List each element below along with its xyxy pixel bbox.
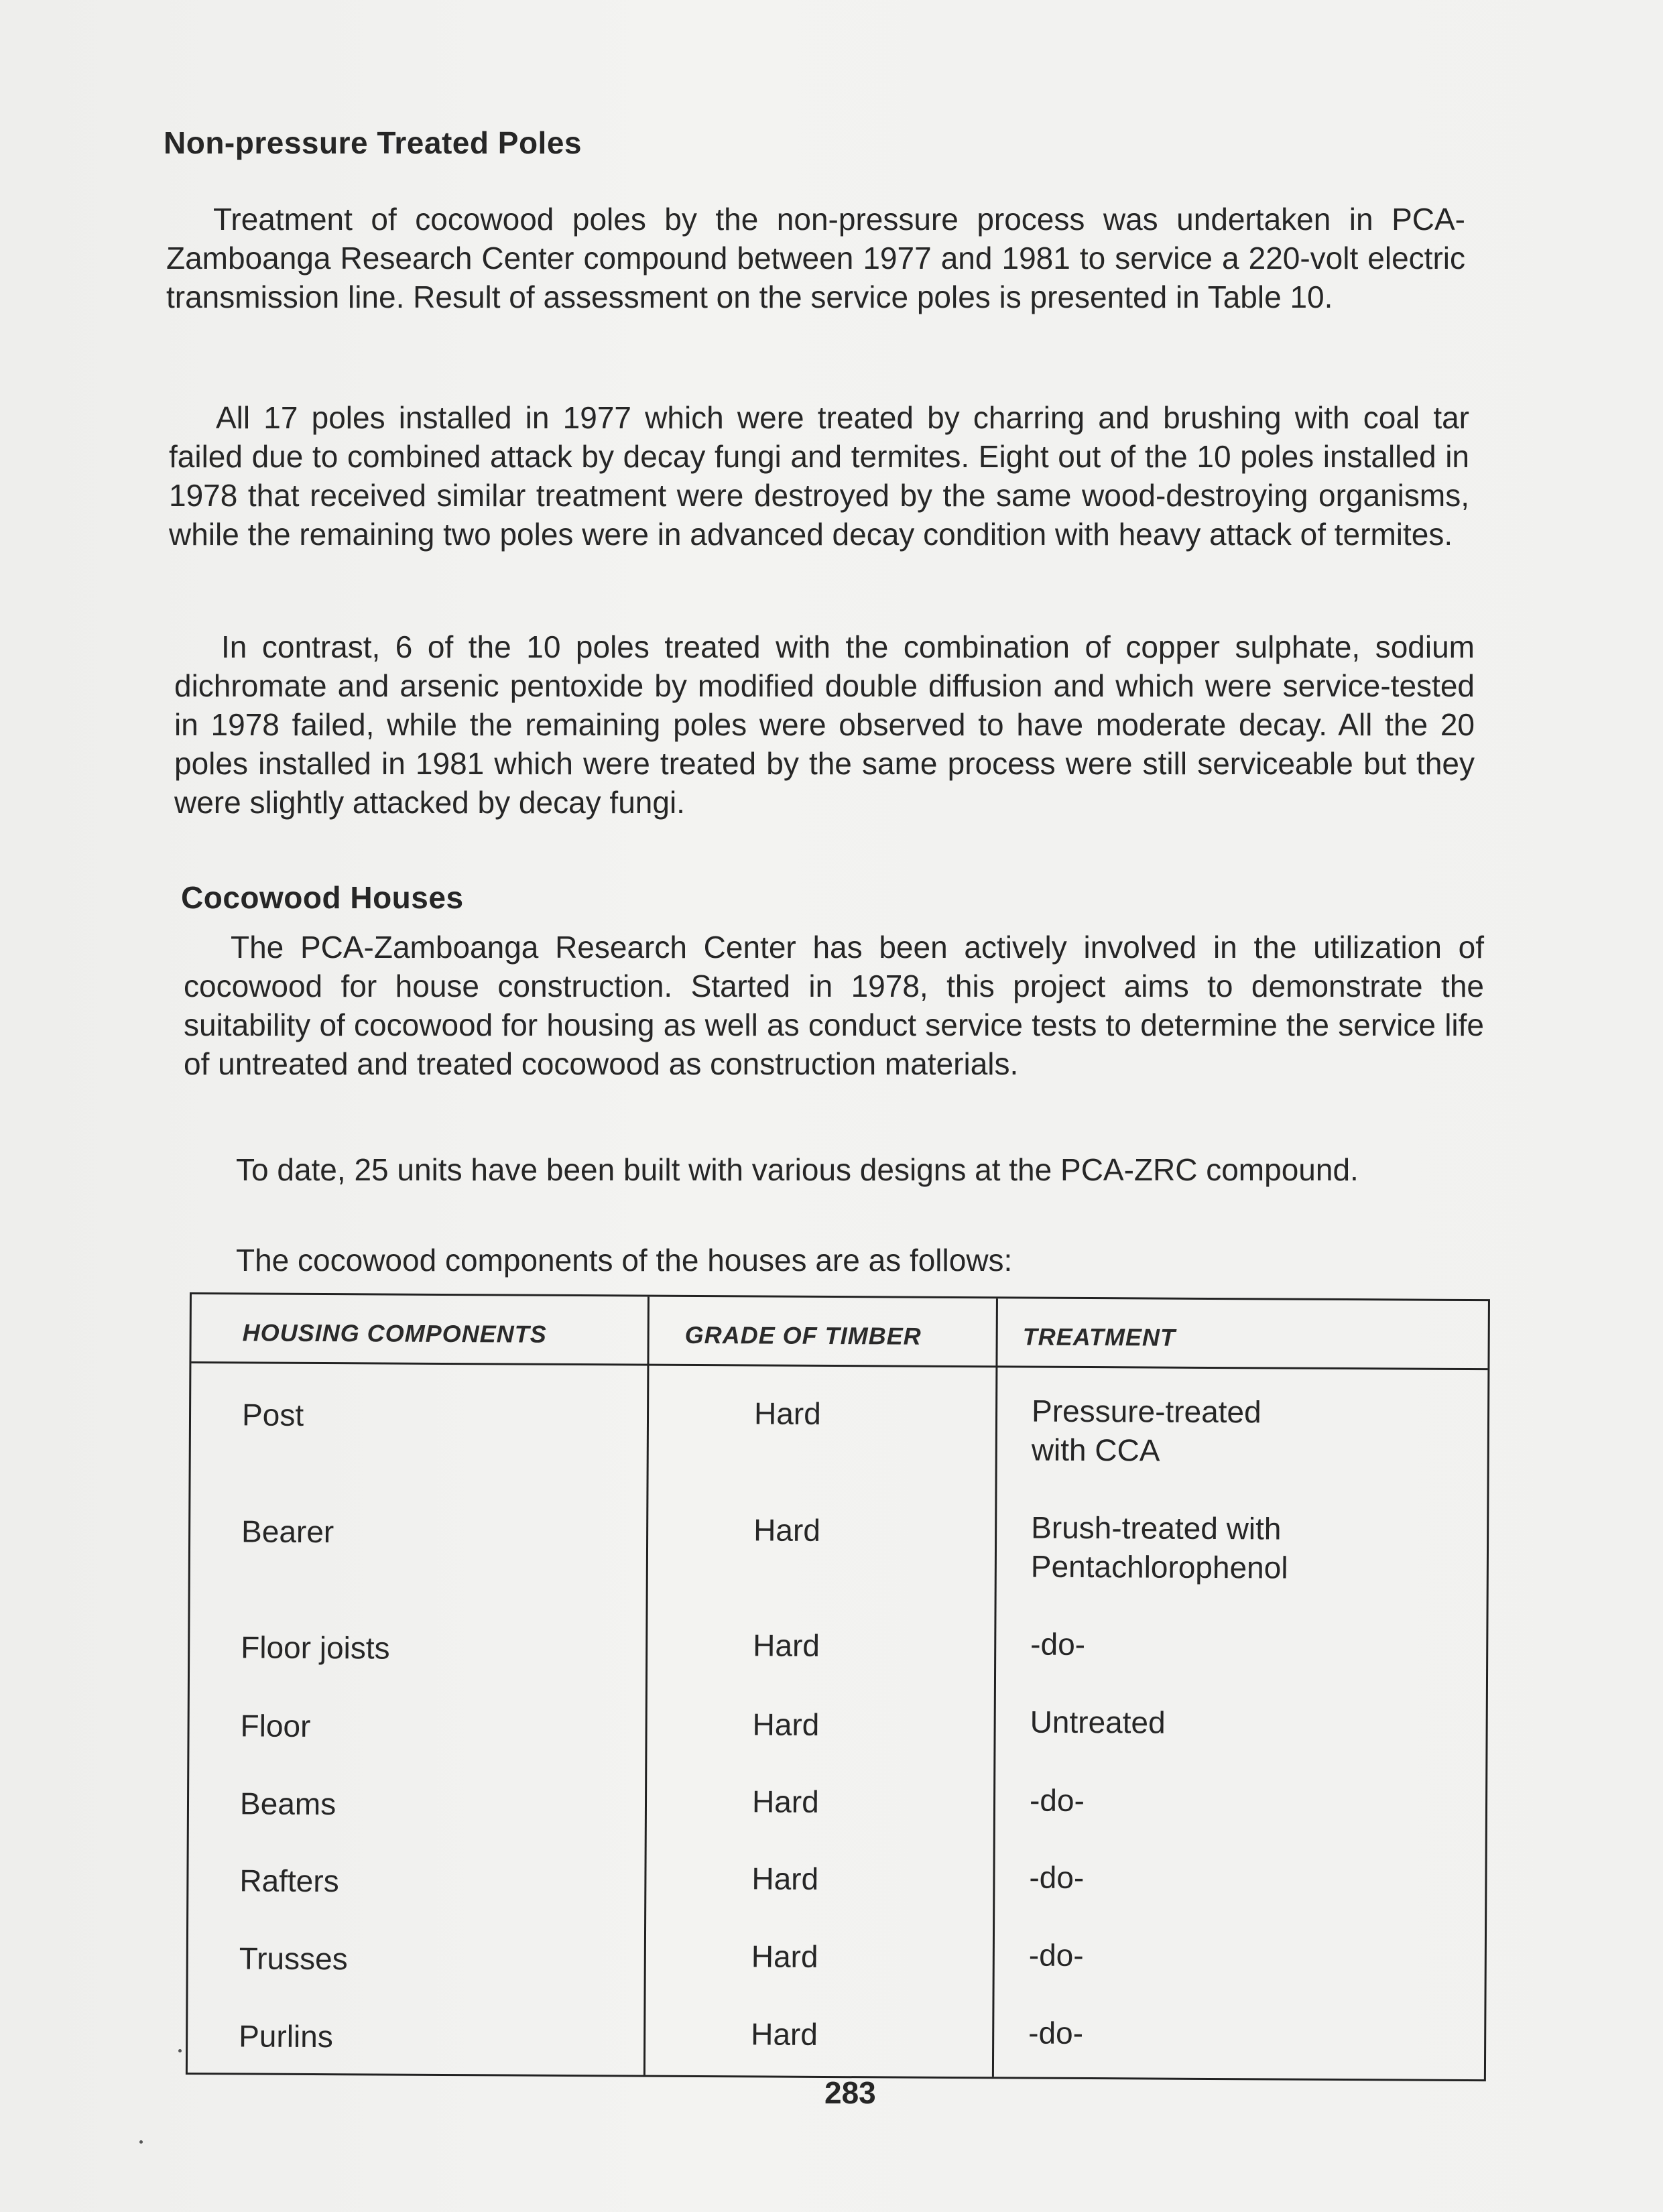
table-cell-component: Floor [240,1708,311,1743]
section-heading-poles: Non-pressure Treated Poles [164,125,582,160]
table-cell-grade: Hard [751,2016,818,2052]
treatment-line: Brush-treated with [1031,1510,1282,1546]
scan-speck [139,2140,143,2144]
table-cell-grade: Hard [753,1512,821,1548]
treatment-line: Pressure-treated [1031,1393,1261,1430]
table-intro: The cocowood components of the houses are as follows: [236,1243,1013,1278]
table-cell-component: Floor joists [241,1630,390,1666]
housing-components-table [186,1292,1490,2081]
paragraph-poles-1: Treatment of cocowood poles by the non-pressure process was undertaken in PCA-Zamboanga Research Center compound between 1977 and 1981 to service a 220-volt electric transmission line. Result of assessment on the service poles is presented in Table 10. [166,202,1465,314]
table-cell-grade: Hard [751,1939,818,1974]
section-heading-houses: Cocowood Houses [181,880,464,915]
paragraph-houses-1: The PCA-Zamboanga Research Center has been actively involved in the utilization of cocowood for house construction. Started in 1978, this project aims to demonstrate the suitability of cocowood for housing as well as conduct service tests to determine the service life of untreated and treated cocowood as construction materials. [184,930,1484,1081]
treatment-line: Pentachlorophenol [1030,1548,1288,1585]
table-header-components: HOUSING COMPONENTS [242,1318,547,1348]
table-cell-treatment: -do- [1029,1782,1085,1818]
paragraph-poles-3: In contrast, 6 of the 10 poles treated with the combination of copper sulphate, sodium dichromate and arsenic pentoxide by modified double diffusion and which were service-tested in 1978 failed, while the remaining poles were observed to have moderate decay. All the 20 poles installed in 1981 which were treated by the same process were still serviceable but they were slightly attacked by decay fungi. [174,629,1475,820]
table-cell-treatment: -do- [1028,1937,1084,1973]
table-cell-treatment: -do- [1028,2015,1084,2050]
table-cell-component: Rafters [239,1863,339,1899]
table-column-divider [992,1298,998,2077]
table-cell-grade: Hard [752,1707,820,1742]
table-cell-grade: Hard [753,1627,820,1663]
table-cell-grade: Hard [751,1784,819,1819]
table-cell-grade: Hard [753,1396,821,1431]
paragraph-houses-2: To date, 25 units have been built with various designs at the PCA-ZRC compound. [236,1152,1359,1187]
table-header-grade: GRADE OF TIMBER [684,1320,922,1350]
table-cell-treatment [1031,1508,1288,1587]
paragraph-poles-2: All 17 poles installed in 1977 which were treated by charring and brushing with coal tar failed due to combined attack by decay fungi and termites. Eight out of the 10 poles installed in 1978 that received similar treatment were destroyed by the same wood-destroying organisms, while the remaining two poles were in advanced decay condition with heavy attack of termites. [169,400,1469,552]
table-cell-component: Purlins [239,2018,333,2054]
table-cell-grade: Hard [751,1861,819,1896]
table-cell-treatment: -do- [1030,1626,1086,1662]
table-cell-component: Beams [239,1786,336,1822]
table-cell-component: Post [241,1397,304,1432]
table-cell-component: Bearer [241,1514,334,1550]
table-column-divider [643,1297,650,2075]
treatment-line: with CCA [1031,1432,1160,1468]
scan-speck [178,2049,182,2052]
table-header-divider [191,1361,1487,1370]
table-cell-component: Trusses [239,1941,348,1977]
table-cell-treatment: -do- [1029,1859,1085,1895]
table-cell-treatment [1032,1392,1261,1471]
table-header-treatment: TREATMENT [1022,1323,1176,1351]
table-cell-treatment: Untreated [1030,1704,1166,1740]
page-number: 283 [824,2075,876,2110]
